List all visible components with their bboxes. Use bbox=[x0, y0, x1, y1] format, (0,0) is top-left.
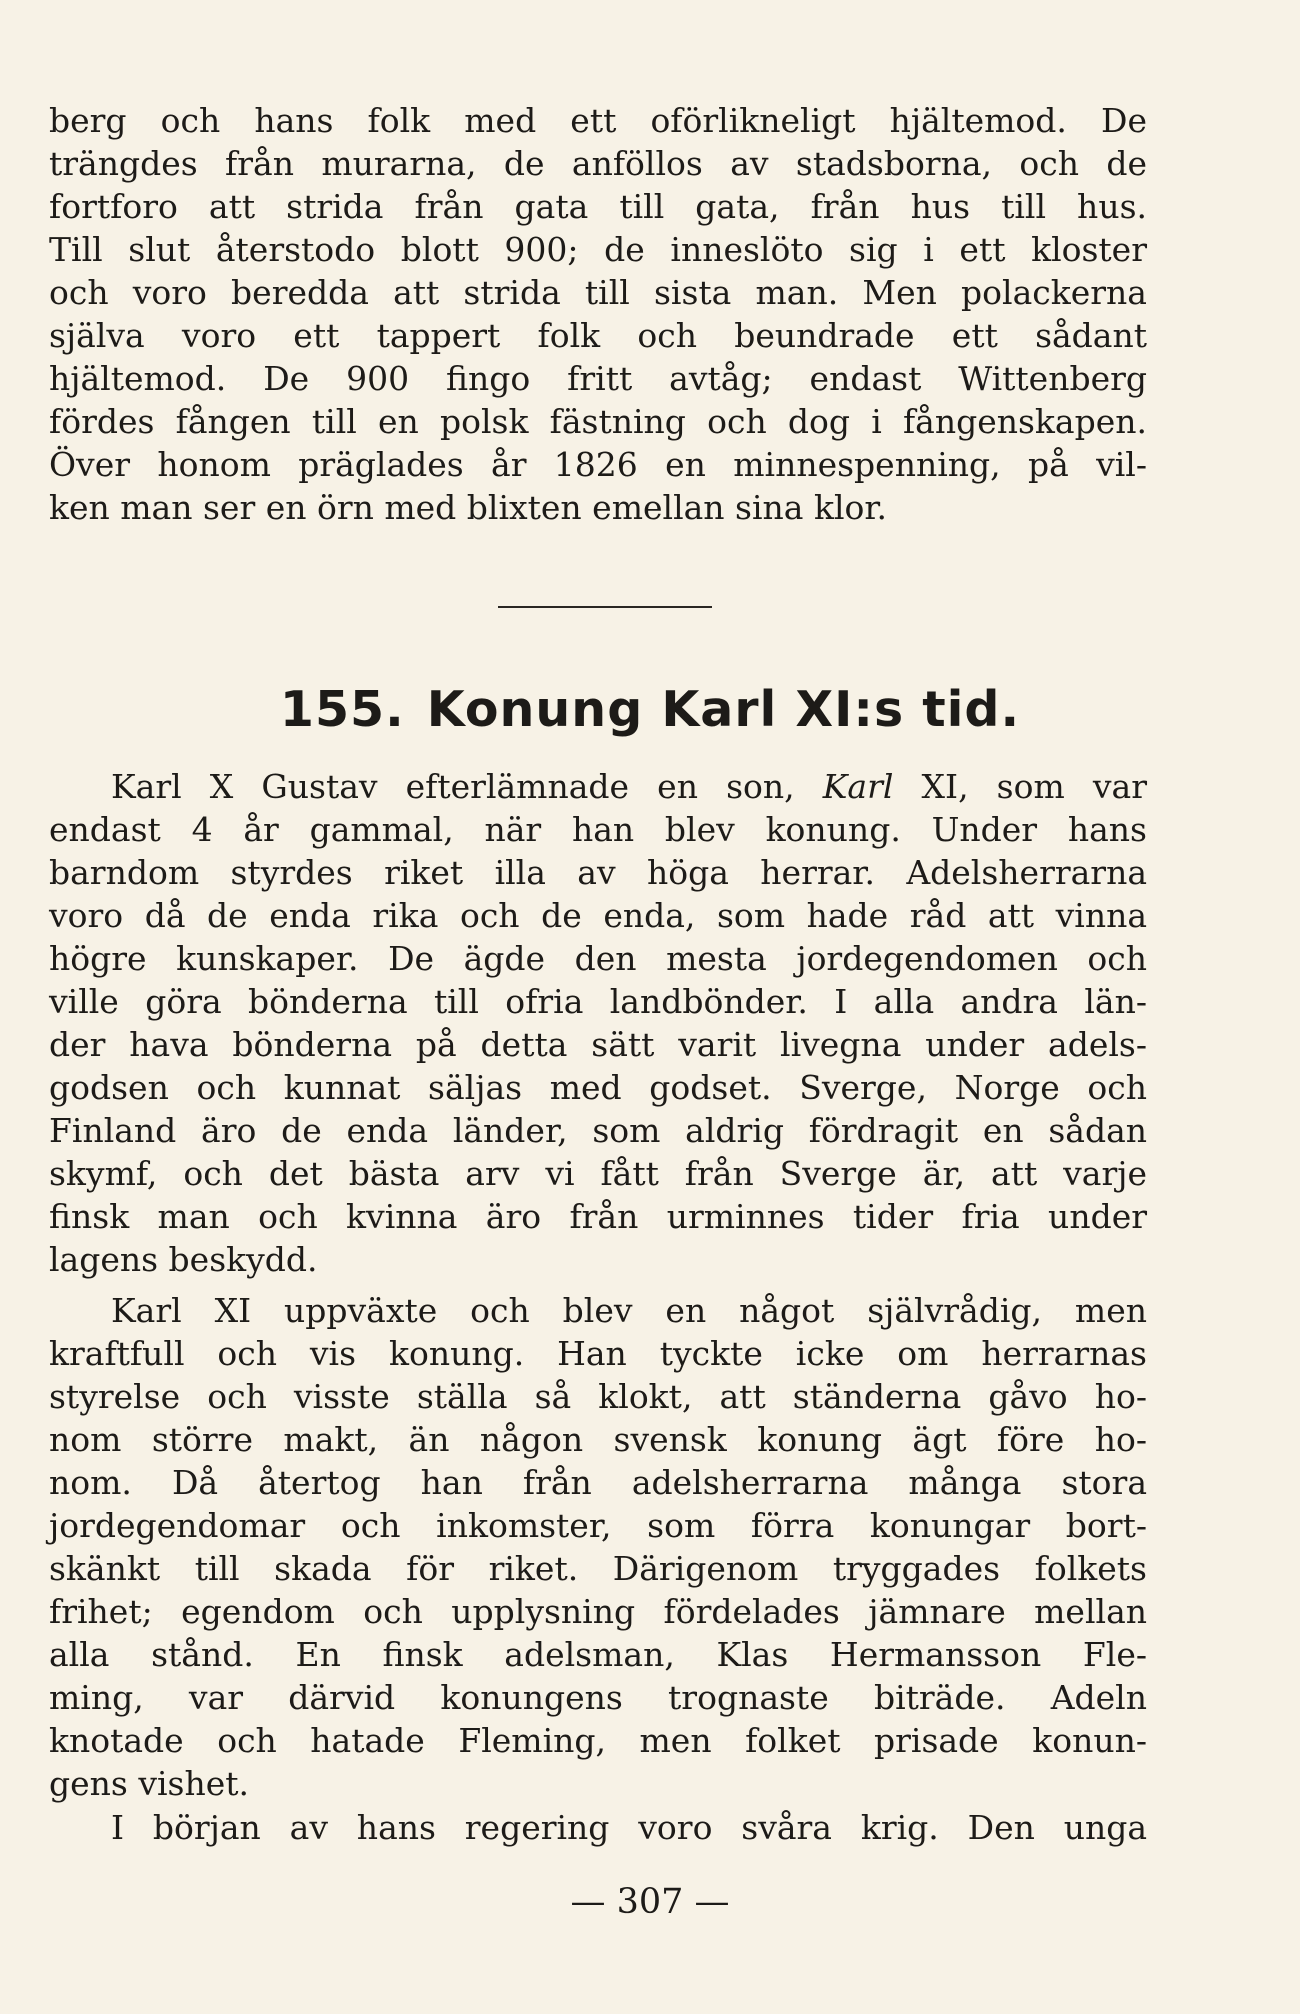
text-line: ming, var därvid konungens trognaste biträde. Adeln bbox=[49, 1678, 1147, 1717]
text-line: der hava bönderna på detta sätt varit livegna under adels- bbox=[49, 1025, 1147, 1064]
text-line: endast 4 år gammal, när han blev konung. Under hans bbox=[49, 810, 1147, 849]
text-line: voro då de enda rika och de enda, som hade råd att vinna bbox=[49, 896, 1147, 935]
text-line: styrelse och visste ställa så klokt, att ständerna gåvo ho- bbox=[49, 1377, 1147, 1416]
section-heading bbox=[0, 680, 1300, 740]
text-line: alla stånd. En finsk adelsman, Klas Hermansson Fle- bbox=[49, 1635, 1147, 1674]
text-line: Finland äro de enda länder, som aldrig fördragit en sådan bbox=[49, 1111, 1147, 1150]
text-line: berg och hans folk med ett oförlikneligt hjältemod. De bbox=[49, 101, 1147, 140]
text-line: hjältemod. De 900 fingo fritt avtåg; endast Wittenberg bbox=[49, 359, 1147, 398]
text-line: frihet; egendom och upplysning fördelades jämnare mellan bbox=[49, 1592, 1147, 1631]
text-line: fortforo att strida från gata till gata, från hus till hus. bbox=[49, 187, 1147, 226]
text-line: godsen och kunnat säljas med godset. Sverge, Norge och bbox=[49, 1068, 1147, 1107]
text-line: gens vishet. bbox=[49, 1764, 249, 1803]
section-title: Konung Karl XI:s tid. bbox=[426, 681, 1021, 738]
italic-name: Karl bbox=[822, 767, 894, 806]
text-line: själva voro ett tappert folk och beundrade ett sådant bbox=[49, 316, 1147, 355]
text-line: kraftfull och vis konung. Han tyckte icke om herrarnas bbox=[49, 1334, 1147, 1373]
section-number: 155. bbox=[279, 681, 405, 738]
text-line: Till slut återstodo blott 900; de inneslöto sig i ett kloster bbox=[49, 230, 1147, 269]
text-line: ken man ser en örn med blixten emellan sina klor. bbox=[49, 488, 888, 527]
text-line: jordegendomar och inkomster, som förra konungar bort- bbox=[49, 1506, 1147, 1545]
text-line: nom. Då återtog han från adelsherrarna många stora bbox=[49, 1463, 1147, 1502]
text-line bbox=[49, 767, 1147, 807]
text-line: Över honom präglades år 1826 en minnespenning, på vil- bbox=[49, 445, 1147, 484]
text-line: Karl XI uppväxte och blev en något självrådig, men bbox=[111, 1291, 1147, 1330]
text-segment: Karl X Gustav efterlämnade en son, bbox=[111, 767, 795, 806]
text-line: skymf, och det bästa arv vi fått från Sverge är, att varje bbox=[49, 1154, 1147, 1193]
text-line: ville göra bönderna till ofria landbönder. I alla andra län- bbox=[49, 982, 1147, 1021]
text-segment: XI, som var bbox=[921, 767, 1147, 806]
text-line: nom större makt, än någon svensk konung ägt före ho- bbox=[49, 1420, 1147, 1459]
text-line: trängdes från murarna, de anföllos av stadsborna, och de bbox=[49, 144, 1147, 183]
text-line: lagens beskydd. bbox=[49, 1240, 318, 1279]
text-line: skänkt till skada för riket. Därigenom tryggades folkets bbox=[49, 1549, 1147, 1588]
text-line: högre kunskaper. De ägde den mesta jordegendomen och bbox=[49, 939, 1147, 978]
text-line: och voro beredda att strida till sista man. Men polackerna bbox=[49, 273, 1147, 312]
text-line: knotade och hatade Fleming, men folket prisade konun- bbox=[49, 1721, 1147, 1760]
section-divider bbox=[498, 606, 712, 608]
text-line: I början av hans regering voro svåra krig. Den unga bbox=[111, 1808, 1147, 1847]
text-line: fördes fången till en polsk fästning och dog i fångenskapen. bbox=[49, 402, 1147, 441]
text-line: barndom styrdes riket illa av höga herrar. Adelsherrarna bbox=[49, 853, 1147, 892]
page-number: — 307 — bbox=[570, 1882, 730, 1922]
text-line: finsk man och kvinna äro från urminnes tider fria under bbox=[49, 1197, 1147, 1236]
